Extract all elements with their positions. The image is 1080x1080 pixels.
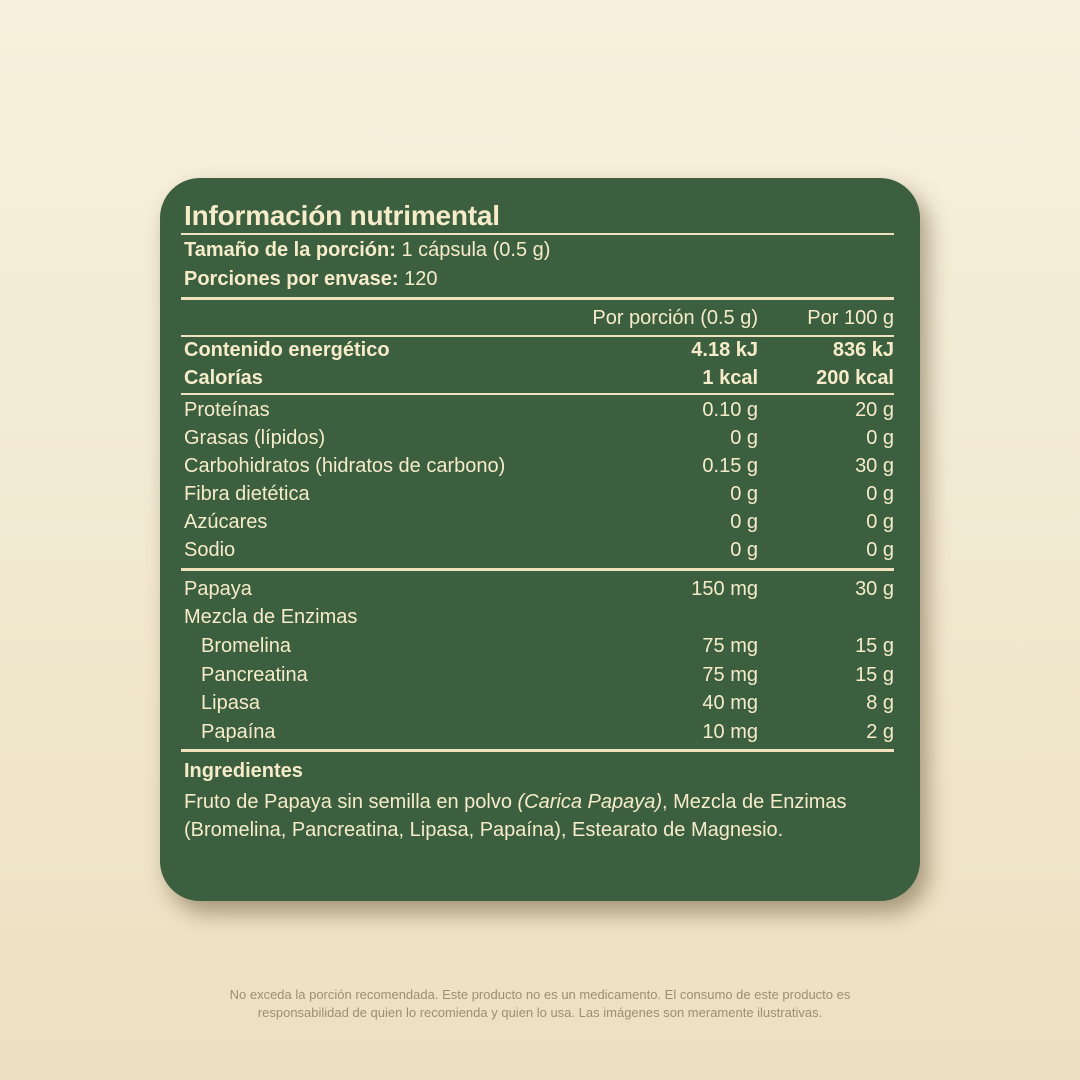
table-row: Lipasa 40 mg 8 g <box>201 691 894 714</box>
servings-label: Porciones por envase: <box>184 268 399 290</box>
divider <box>181 297 894 300</box>
disclaimer: No exceda la porción recomendada. Este producto no es un medicamento. El consumo de este producto es responsabilidad de quien lo recomienda y quien lo usa. Las imágenes son meramente ilustrativas. <box>229 987 851 1020</box>
column-header-per-serving: Por porción (0.5 g) <box>592 306 758 329</box>
serving-size-value: 1 cápsula (0.5 g) <box>401 239 551 261</box>
serving-size-label: Tamaño de la porción: <box>184 239 396 261</box>
table-row: Grasas (lípidos) 0 g 0 g <box>184 426 894 449</box>
divider <box>181 749 894 752</box>
table-row: Contenido energético 4.18 kJ 836 kJ <box>184 338 894 361</box>
table-row: Papaya 150 mg 30 g <box>184 577 894 600</box>
servings-per-container <box>184 268 437 291</box>
table-row: Carbohidratos (hidratos de carbono) 0.15 g 30 g <box>184 454 894 477</box>
scientific-name: (Carica Papaya) <box>517 791 663 813</box>
table-row: Calorías 1 kcal 200 kcal <box>184 366 894 389</box>
panel-title: Información nutrimental <box>184 200 500 231</box>
ingredients-text: Fruto de Papaya sin semilla en polvo (Carica Papaya), Mezcla de Enzimas (Bromelina, Pancreatina, Lipasa, Papaína), Estearato de Magnesio. <box>184 791 847 841</box>
table-row: Proteínas 0.10 g 20 g <box>184 398 894 421</box>
divider <box>181 568 894 571</box>
nutrition-facts-panel <box>160 178 920 901</box>
servings-value: 120 <box>404 268 438 290</box>
divider <box>181 233 894 235</box>
table-row: Papaína 10 mg 2 g <box>201 720 894 743</box>
table-row: Bromelina 75 mg 15 g <box>201 634 894 657</box>
column-header-per-100g: Por 100 g <box>807 306 894 329</box>
divider <box>181 393 894 395</box>
table-row: Mezcla de Enzimas <box>184 605 358 628</box>
table-row: Azúcares 0 g 0 g <box>184 510 894 533</box>
column-header-row <box>184 304 894 332</box>
table-row: Fibra dietética 0 g 0 g <box>184 482 894 505</box>
table-row: Sodio 0 g 0 g <box>184 538 894 561</box>
table-row: Pancreatina 75 mg 15 g <box>201 663 894 686</box>
ingredients-title: Ingredientes <box>184 760 303 782</box>
serving-size <box>184 239 550 262</box>
